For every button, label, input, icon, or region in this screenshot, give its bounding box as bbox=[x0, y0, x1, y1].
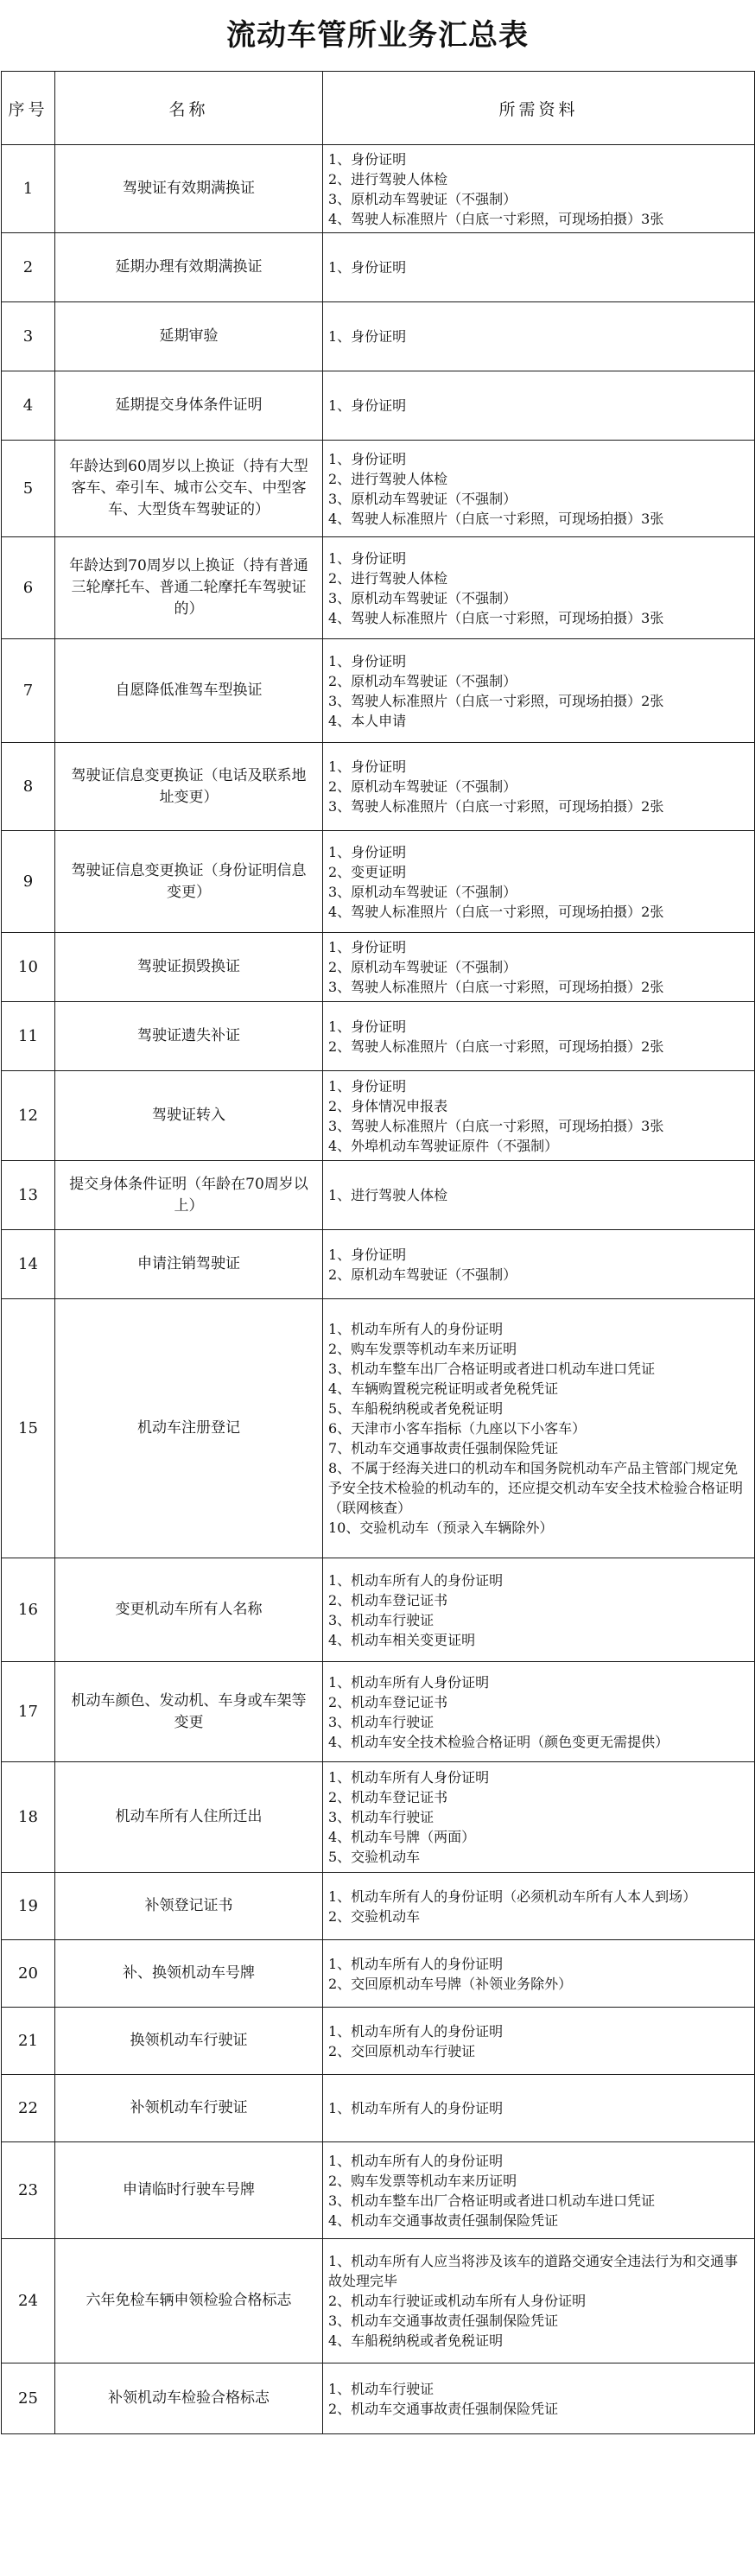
row-serial-number: 16 bbox=[2, 1558, 55, 1662]
row-serial-number: 5 bbox=[2, 441, 55, 537]
row-serial-number: 12 bbox=[2, 1071, 55, 1161]
material-item: 2、驾驶人标准照片（白底一寸彩照，可现场拍摄）2张 bbox=[328, 1037, 664, 1055]
material-item: 7、机动车交通事故责任强制保险凭证 bbox=[328, 1440, 559, 1456]
material-item: 4、机动车号牌（两面） bbox=[328, 1829, 476, 1845]
row-required-materials bbox=[323, 233, 755, 302]
row-required-materials bbox=[323, 743, 755, 831]
row-required-materials bbox=[323, 1762, 755, 1873]
material-item: 3、原机动车驾驶证（不强制） bbox=[328, 190, 517, 207]
material-item: 4、机动车安全技术检验合格证明（颜色变更无需提供） bbox=[328, 1733, 669, 1750]
row-serial-number: 10 bbox=[2, 933, 55, 1002]
table-row bbox=[2, 1558, 755, 1662]
row-business-name: 机动车注册登记 bbox=[55, 1299, 323, 1558]
row-serial-number: 7 bbox=[2, 639, 55, 743]
row-business-name: 延期提交身体条件证明 bbox=[55, 371, 323, 441]
table-row bbox=[2, 933, 755, 1002]
material-item: 2、原机动车驾驶证（不强制） bbox=[328, 959, 517, 975]
material-item: 1、机动车所有人应当将涉及该车的道路交通安全违法行为和交通事故处理完毕 bbox=[328, 2253, 739, 2289]
material-item: 2、变更证明 bbox=[328, 863, 407, 880]
row-required-materials bbox=[323, 1873, 755, 1940]
material-item: 3、驾驶人标准照片（白底一寸彩照，可现场拍摄）2张 bbox=[328, 979, 664, 995]
material-item: 1、机动车所有人的身份证明 bbox=[328, 2152, 504, 2169]
table-row bbox=[2, 371, 755, 441]
table-row bbox=[2, 2142, 755, 2239]
material-item: 4、机动车交通事故责任强制保险凭证 bbox=[328, 2211, 559, 2229]
material-item: 4、车辆购置税完税证明或者免税凭证 bbox=[328, 1380, 559, 1397]
material-item: 3、驾驶人标准照片（白底一寸彩照，可现场拍摄）3张 bbox=[328, 1117, 664, 1134]
material-item: 3、机动车行驶证 bbox=[328, 1809, 435, 1825]
table-row bbox=[2, 1002, 755, 1071]
row-serial-number: 13 bbox=[2, 1161, 55, 1230]
row-serial-number: 15 bbox=[2, 1299, 55, 1558]
material-item: 1、身份证明 bbox=[328, 652, 407, 669]
row-serial-number: 23 bbox=[2, 2142, 55, 2239]
table-row bbox=[2, 1662, 755, 1762]
material-item: 1、机动车所有人的身份证明 bbox=[328, 2022, 504, 2040]
table-row bbox=[2, 831, 755, 933]
material-item: 1、身份证明 bbox=[328, 549, 407, 567]
table-row bbox=[2, 2363, 755, 2434]
material-item: 1、机动车所有人的身份证明 bbox=[328, 1571, 504, 1589]
table-row bbox=[2, 1071, 755, 1161]
row-serial-number: 14 bbox=[2, 1230, 55, 1299]
row-required-materials bbox=[323, 2008, 755, 2075]
row-required-materials bbox=[323, 1071, 755, 1161]
table-row bbox=[2, 145, 755, 233]
material-item: 2、身体情况申报表 bbox=[328, 1097, 448, 1114]
material-item: 3、原机动车驾驶证（不强制） bbox=[328, 490, 517, 507]
material-item: 1、身份证明 bbox=[328, 939, 407, 955]
material-item: 1、进行驾驶人体检 bbox=[328, 1187, 448, 1203]
row-required-materials bbox=[323, 2239, 755, 2363]
row-serial-number: 11 bbox=[2, 1002, 55, 1071]
material-item: 2、购车发票等机动车来历证明 bbox=[328, 2172, 517, 2189]
material-item: 2、进行驾驶人体检 bbox=[328, 569, 448, 587]
business-summary-table bbox=[1, 71, 755, 2434]
row-business-name: 年龄达到60周岁以上换证（持有大型客车、牵引车、城市公交车、中型客车、大型货车驾驶证的） bbox=[55, 441, 323, 537]
table-header-row bbox=[2, 72, 755, 145]
row-required-materials bbox=[323, 2363, 755, 2434]
material-item: 4、驾驶人标准照片（白底一寸彩照，可现场拍摄）3张 bbox=[328, 609, 664, 626]
table-row bbox=[2, 1940, 755, 2008]
row-required-materials bbox=[323, 1161, 755, 1230]
table-row bbox=[2, 233, 755, 302]
material-item: 3、机动车整车出厂合格证明或者进口机动车进口凭证 bbox=[328, 1361, 656, 1377]
row-serial-number: 3 bbox=[2, 302, 55, 371]
material-item: 3、原机动车驾驶证（不强制） bbox=[328, 883, 517, 900]
table-row bbox=[2, 537, 755, 639]
table-row bbox=[2, 639, 755, 743]
material-item: 3、原机动车驾驶证（不强制） bbox=[328, 589, 517, 606]
table-row bbox=[2, 743, 755, 831]
material-item: 1、机动车所有人的身份证明 bbox=[328, 1955, 504, 1972]
material-item: 2、交回原机动车行驶证 bbox=[328, 2042, 476, 2059]
material-item: 1、机动车所有人身份证明 bbox=[328, 1673, 490, 1691]
row-required-materials bbox=[323, 2075, 755, 2142]
row-required-materials bbox=[323, 1662, 755, 1762]
row-business-name: 驾驶证有效期满换证 bbox=[55, 145, 323, 233]
row-required-materials bbox=[323, 2142, 755, 2239]
table-body bbox=[2, 145, 755, 2434]
table-row bbox=[2, 2239, 755, 2363]
row-business-name: 自愿降低准驾车型换证 bbox=[55, 639, 323, 743]
row-required-materials bbox=[323, 371, 755, 441]
row-serial-number: 19 bbox=[2, 1873, 55, 1940]
material-item: 1、身份证明 bbox=[328, 1246, 407, 1263]
material-item: 5、车船税纳税或者免税证明 bbox=[328, 1400, 504, 1417]
row-required-materials bbox=[323, 1230, 755, 1299]
material-item: 1、身份证明 bbox=[328, 150, 407, 168]
material-item: 1、机动车所有人的身份证明（必须机动车所有人本人到场） bbox=[328, 1888, 697, 1905]
row-business-name: 驾驶证信息变更换证（电话及联系地址变更） bbox=[55, 743, 323, 831]
material-item: 8、不属于经海关进口的机动车和国务院机动车产品主管部门规定免予安全技术检验的机动车的，还应提交机动车安全技术检验合格证明（联网核查） bbox=[328, 1460, 744, 1516]
row-business-name: 驾驶证转入 bbox=[55, 1071, 323, 1161]
material-item: 4、外埠机动车驾驶证原件（不强制） bbox=[328, 1137, 559, 1154]
header-required-materials: 所需资料 bbox=[323, 72, 755, 145]
material-item: 2、机动车行驶证或机动车所有人身份证明 bbox=[328, 2293, 587, 2309]
row-business-name: 驾驶证损毁换证 bbox=[55, 933, 323, 1002]
row-serial-number: 1 bbox=[2, 145, 55, 233]
table-row bbox=[2, 1161, 755, 1230]
row-required-materials bbox=[323, 933, 755, 1002]
row-serial-number: 18 bbox=[2, 1762, 55, 1873]
material-item: 2、交验机动车 bbox=[328, 1907, 421, 1925]
row-business-name: 驾驶证遗失补证 bbox=[55, 1002, 323, 1071]
row-serial-number: 17 bbox=[2, 1662, 55, 1762]
material-item: 2、机动车登记证书 bbox=[328, 1693, 448, 1710]
material-item: 3、机动车行驶证 bbox=[328, 1713, 435, 1730]
material-item: 2、原机动车驾驶证（不强制） bbox=[328, 778, 517, 795]
material-item: 2、机动车登记证书 bbox=[328, 1591, 448, 1608]
header-name: 名称 bbox=[55, 72, 323, 145]
material-item: 3、驾驶人标准照片（白底一寸彩照，可现场拍摄）2张 bbox=[328, 692, 664, 709]
row-business-name: 提交身体条件证明（年龄在70周岁以上） bbox=[55, 1161, 323, 1230]
row-business-name: 驾驶证信息变更换证（身份证明信息变更） bbox=[55, 831, 323, 933]
material-item: 1、身份证明 bbox=[328, 397, 407, 414]
material-item: 3、机动车整车出厂合格证明或者进口机动车进口凭证 bbox=[328, 2192, 656, 2209]
row-business-name: 机动车颜色、发动机、车身或车架等变更 bbox=[55, 1662, 323, 1762]
material-item: 2、进行驾驶人体检 bbox=[328, 170, 448, 187]
row-serial-number: 2 bbox=[2, 233, 55, 302]
material-item: 6、天津市小客车指标（九座以下小客车） bbox=[328, 1420, 587, 1437]
row-serial-number: 6 bbox=[2, 537, 55, 639]
row-business-name: 补领机动车检验合格标志 bbox=[55, 2363, 323, 2434]
table-row bbox=[2, 1230, 755, 1299]
row-serial-number: 9 bbox=[2, 831, 55, 933]
row-business-name: 补、换领机动车号牌 bbox=[55, 1940, 323, 2008]
row-required-materials bbox=[323, 537, 755, 639]
row-business-name: 补领机动车行驶证 bbox=[55, 2075, 323, 2142]
material-item: 2、机动车交通事故责任强制保险凭证 bbox=[328, 2400, 559, 2417]
material-item: 4、驾驶人标准照片（白底一寸彩照，可现场拍摄）3张 bbox=[328, 510, 664, 527]
material-item: 2、机动车登记证书 bbox=[328, 1789, 448, 1805]
material-item: 2、交回原机动车号牌（补领业务除外） bbox=[328, 1975, 573, 1992]
header-serial-number: 序号 bbox=[2, 72, 55, 145]
row-serial-number: 25 bbox=[2, 2363, 55, 2434]
material-item: 10、交验机动车（预录入车辆除外） bbox=[328, 1520, 554, 1536]
row-serial-number: 22 bbox=[2, 2075, 55, 2142]
material-item: 3、机动车交通事故责任强制保险凭证 bbox=[328, 2313, 559, 2329]
row-serial-number: 24 bbox=[2, 2239, 55, 2363]
material-item: 1、机动车所有人身份证明 bbox=[328, 1769, 490, 1786]
row-business-name: 申请临时行驶车号牌 bbox=[55, 2142, 323, 2239]
row-required-materials bbox=[323, 441, 755, 537]
row-required-materials bbox=[323, 1558, 755, 1662]
row-business-name: 补领登记证书 bbox=[55, 1873, 323, 1940]
material-item: 4、驾驶人标准照片（白底一寸彩照，可现场拍摄）2张 bbox=[328, 903, 664, 920]
material-item: 1、机动车所有人的身份证明 bbox=[328, 1321, 504, 1337]
material-item: 4、车船税纳税或者免税证明 bbox=[328, 2332, 504, 2349]
row-required-materials bbox=[323, 1002, 755, 1071]
row-business-name: 申请注销驾驶证 bbox=[55, 1230, 323, 1299]
material-item: 2、购车发票等机动车来历证明 bbox=[328, 1341, 517, 1357]
material-item: 4、机动车相关变更证明 bbox=[328, 1631, 476, 1648]
row-business-name: 六年免检车辆申领检验合格标志 bbox=[55, 2239, 323, 2363]
row-required-materials bbox=[323, 145, 755, 233]
table-row bbox=[2, 1299, 755, 1558]
material-item: 1、机动车所有人的身份证明 bbox=[328, 2100, 504, 2116]
material-item: 1、身份证明 bbox=[328, 450, 407, 467]
table-row bbox=[2, 2075, 755, 2142]
row-required-materials bbox=[323, 1299, 755, 1558]
row-serial-number: 21 bbox=[2, 2008, 55, 2075]
material-item: 1、身份证明 bbox=[328, 843, 407, 860]
row-required-materials bbox=[323, 1940, 755, 2008]
table-row bbox=[2, 302, 755, 371]
row-business-name: 延期审验 bbox=[55, 302, 323, 371]
material-item: 2、原机动车驾驶证（不强制） bbox=[328, 672, 517, 689]
material-item: 1、身份证明 bbox=[328, 1018, 407, 1035]
row-business-name: 年龄达到70周岁以上换证（持有普通三轮摩托车、普通二轮摩托车驾驶证的） bbox=[55, 537, 323, 639]
table-row bbox=[2, 1873, 755, 1940]
material-item: 1、身份证明 bbox=[328, 758, 407, 775]
material-item: 1、身份证明 bbox=[328, 1077, 407, 1094]
material-item: 5、交验机动车 bbox=[328, 1849, 421, 1865]
row-serial-number: 20 bbox=[2, 1940, 55, 2008]
row-serial-number: 4 bbox=[2, 371, 55, 441]
material-item: 1、身份证明 bbox=[328, 328, 407, 345]
material-item: 3、驾驶人标准照片（白底一寸彩照，可现场拍摄）2张 bbox=[328, 798, 664, 815]
material-item: 2、原机动车驾驶证（不强制） bbox=[328, 1266, 517, 1283]
row-serial-number: 8 bbox=[2, 743, 55, 831]
row-business-name: 变更机动车所有人名称 bbox=[55, 1558, 323, 1662]
table-row bbox=[2, 441, 755, 537]
document-title: 流动车管所业务汇总表 bbox=[226, 18, 529, 53]
row-required-materials bbox=[323, 639, 755, 743]
row-business-name: 延期办理有效期满换证 bbox=[55, 233, 323, 302]
row-business-name: 换领机动车行驶证 bbox=[55, 2008, 323, 2075]
material-item: 3、机动车行驶证 bbox=[328, 1611, 435, 1628]
material-item: 1、身份证明 bbox=[328, 259, 407, 276]
material-item: 2、进行驾驶人体检 bbox=[328, 470, 448, 487]
row-required-materials bbox=[323, 302, 755, 371]
row-business-name: 机动车所有人住所迁出 bbox=[55, 1762, 323, 1873]
table-row bbox=[2, 1762, 755, 1873]
table-row bbox=[2, 2008, 755, 2075]
material-item: 4、本人申请 bbox=[328, 712, 407, 729]
material-item: 4、驾驶人标准照片（白底一寸彩照，可现场拍摄）3张 bbox=[328, 210, 664, 227]
material-item: 1、机动车行驶证 bbox=[328, 2380, 435, 2397]
row-required-materials bbox=[323, 831, 755, 933]
